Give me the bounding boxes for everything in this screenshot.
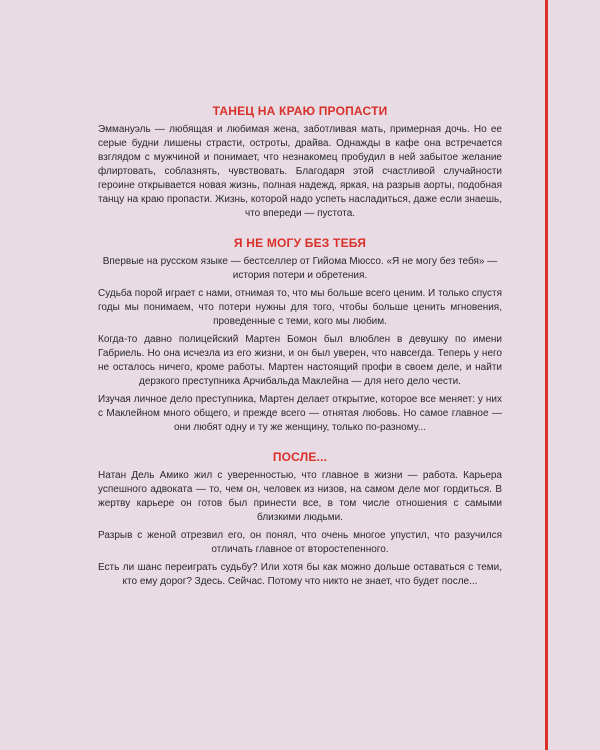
paragraph-dance-1: Эммануэль — любящая и любимая жена, заботливая мать, примерная дочь. Но ее серые будни лишены страсти, остроты, драйва. Однажды в кафе она встречается взглядом с мужчиной и понимает, что незнакомец пробудил в ней забытое желание флиртовать, соблазнять, чувствовать. Благодаря этой счастливой случайности героине открывается новая жизнь, полная надежд, яркая, на разрыв аорты, подобная танцу на краю пропасти. Жизнь, которой надо успеть насладиться, даже если знаешь, что впереди — пустота. bbox=[98, 124, 502, 219]
annotation-text-block bbox=[98, 103, 502, 589]
paragraph-cant-live-1: Впервые на русском языке — бестселлер от Гийома Мюссо. «Я не могу без тебя» — история потери и обретения. bbox=[102, 256, 498, 281]
paragraph-after-1: Натан Дель Амико жил с уверенностью, что главное в жизни — работа. Карьера успешного адвоката — то, чем он, человек из низов, на самом деле мог гордиться. В жертву карьере он готов был принести все, в том числе отношения с самыми близкими людьми. bbox=[98, 470, 502, 523]
red-edge-stripe bbox=[545, 0, 548, 750]
paragraph-cant-live-3: Когда-то давно полицейский Мартен Бомон был влюблен в девушку по имени Габриель. Но она исчезла из его жизни, и он был уверен, что навсегда. Теперь у него не осталось ничего, кроме работы. Мартен настоящий профи в своем деле, и найти дерзкого преступника Арчибальда Маклейна — для него дело чести. bbox=[98, 334, 502, 387]
paragraph-after-3: Есть ли шанс переиграть судьбу? Или хотя бы как можно дольше оставаться с теми, кто ему дорог? Здесь. Сейчас. Потому что никто не знает, что будет после... bbox=[98, 562, 502, 587]
section-title-after: ПОСЛЕ... bbox=[272, 450, 328, 464]
section-title-cant-live: Я НЕ МОГУ БЕЗ ТЕБЯ bbox=[233, 236, 367, 250]
paragraph-cant-live-4: Изучая личное дело преступника, Мартен делает открытие, которое все меняет: у них с Маклейном много общего, и прежде всего — отнятая любовь. Но самое главное — они любят одну и ту же женщину, только по-разному... bbox=[98, 394, 502, 433]
paragraph-cant-live-2: Судьба порой играет с нами, отнимая то, что мы больше всего ценим. И только спустя годы мы понимаем, что потери нужны для того, чтобы больше ценить мгновения, проведенные с теми, кого мы любим. bbox=[98, 288, 502, 327]
paragraph-after-2: Разрыв с женой отрезвил его, он понял, что очень многое упустил, что разучился отличать главное от второстепенного. bbox=[98, 530, 502, 555]
section-title-dance: ТАНЕЦ НА КРАЮ ПРОПАСТИ bbox=[212, 104, 388, 118]
